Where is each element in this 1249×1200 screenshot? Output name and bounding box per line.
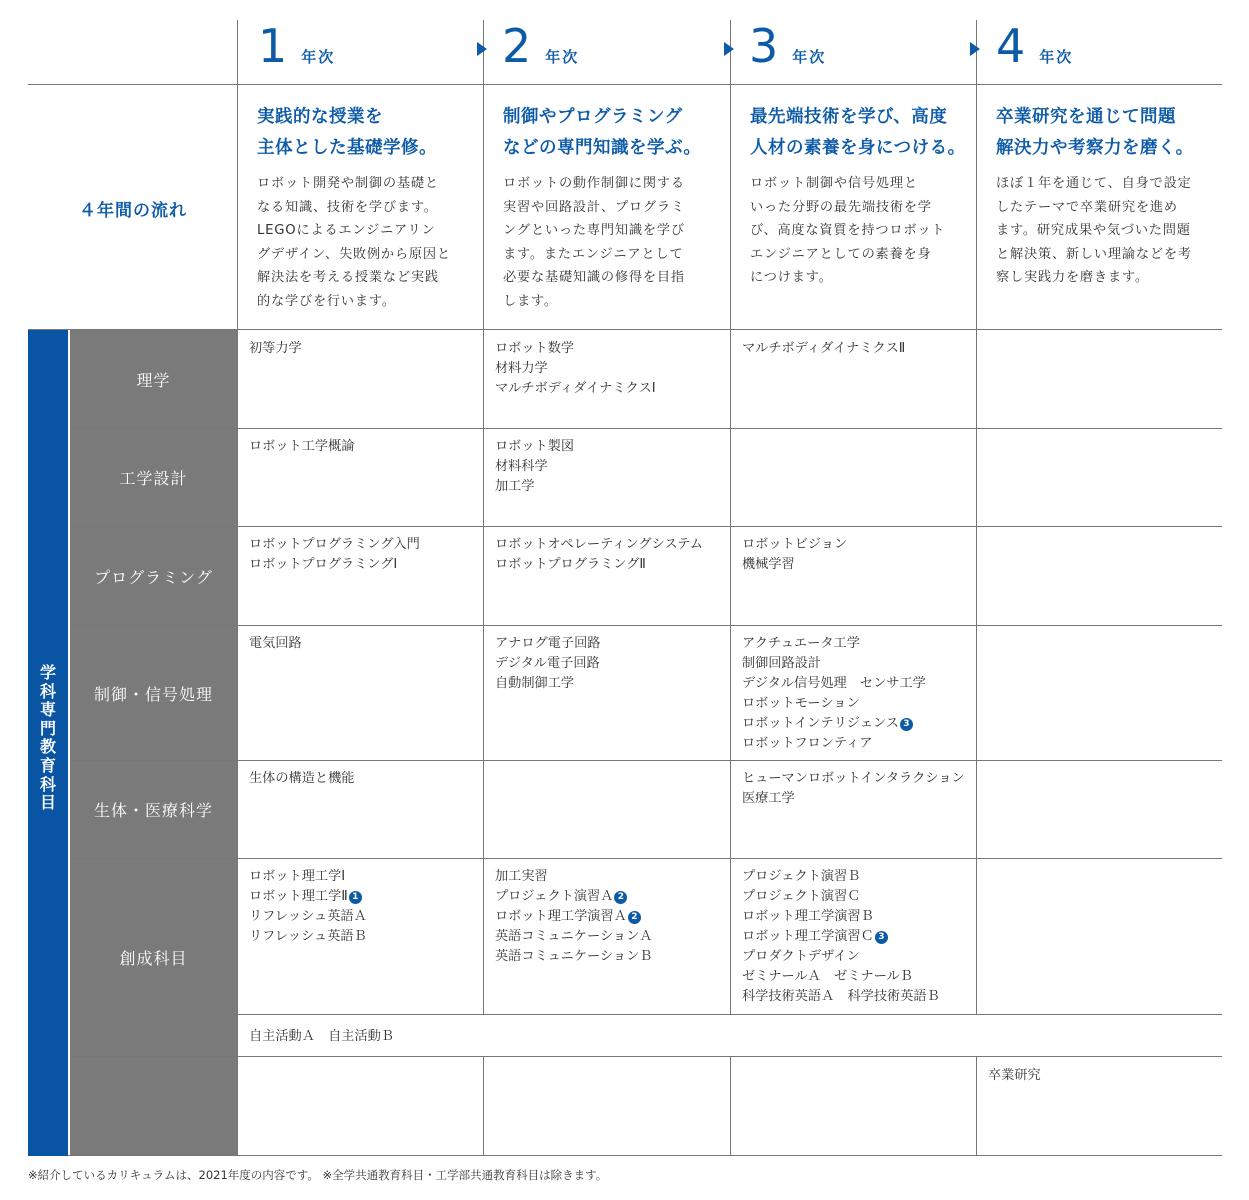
course-item: マルチボディダイナミクスⅡ <box>742 341 906 356</box>
course-item: ロボットプログラミングⅡ <box>495 557 646 572</box>
category-control-signal: 制御・信号処理 <box>70 626 237 760</box>
year-number: 4 <box>996 19 1026 73</box>
col-divider <box>730 330 731 1014</box>
category-physics: 理学 <box>70 330 237 428</box>
year-description-1 <box>257 102 479 313</box>
course-item: 材料力学 <box>495 361 548 376</box>
col-divider <box>976 20 977 329</box>
course-item: ロボット工学概論 <box>249 439 355 454</box>
col-divider <box>483 330 484 1014</box>
course-item: 医療工学 <box>742 791 795 806</box>
course-item: 初等力学 <box>249 341 302 356</box>
col-divider <box>976 1057 977 1156</box>
course-item: 加工実習 <box>495 869 548 884</box>
course-item: ロボットオペレーティングシステム <box>495 537 703 552</box>
year-label: 年次 <box>545 48 580 66</box>
course-cell <box>742 339 972 359</box>
row-divider <box>70 858 1222 859</box>
year-header-4 <box>996 18 1073 74</box>
side-label-char: 門 <box>39 718 56 738</box>
course-text: ロボット理工学演習Ａ <box>495 909 627 924</box>
year-header-1 <box>258 18 335 74</box>
course-item: ロボット理工学演習Ｂ <box>742 909 874 924</box>
course-item: ロボットプログラミングⅠ <box>249 557 398 572</box>
row-divider <box>70 760 1222 761</box>
category-blank <box>70 1057 237 1155</box>
year-header-3 <box>749 18 826 74</box>
number-3-badge-icon: 3 <box>875 931 888 944</box>
year-label: 年次 <box>792 48 827 66</box>
course-item: 材料科学 <box>495 459 548 474</box>
course-text: プロジェクト演習Ａ <box>495 889 614 904</box>
course-cell <box>742 535 972 575</box>
course-item: 生体の構造と機能 <box>249 771 355 786</box>
course-text: ロボット理工学演習Ｃ <box>742 929 874 944</box>
number-2-badge-icon: 2 <box>614 891 627 904</box>
row-divider <box>70 428 1222 429</box>
course-cell <box>249 535 479 575</box>
category-programming: プログラミング <box>70 527 237 625</box>
course-cell <box>495 535 725 575</box>
course-item: アナログ電子回路 <box>495 636 601 651</box>
number-1-badge-icon: 1 <box>349 891 362 904</box>
course-cell <box>495 634 725 694</box>
row-divider <box>28 84 1222 85</box>
course-item: ゼミナールＡ ゼミナールＢ <box>742 969 913 984</box>
course-item: ロボットプログラミング入門 <box>249 537 420 552</box>
year-heading: 制御やプログラミング などの専門知識を学ぶ。 <box>503 107 702 158</box>
course-cell <box>742 634 972 754</box>
col-divider <box>483 1057 484 1156</box>
course-item: 英語コミュニケーションＡ <box>495 929 653 944</box>
row-divider <box>70 625 1222 626</box>
category-creative: 創成科目 <box>70 859 237 1056</box>
course-item <box>742 714 972 734</box>
course-item: アクチュエータ工学 <box>742 636 860 651</box>
year-body: ロボットの動作制御に関する 実習や回路設計、プログラミ ングといった専門知識を学び ます。またエンジニアとして 必要な基礎知識の修得を目指 します。 <box>503 176 685 309</box>
side-label-char: 科 <box>39 774 56 794</box>
course-cell <box>495 437 725 497</box>
course-item: リフレッシュ英語Ｂ <box>249 929 367 944</box>
course-cell <box>249 339 479 359</box>
course-item: 制御回路設計 <box>742 656 822 671</box>
year-description-4 <box>996 102 1218 290</box>
course-item: ロボット理工学Ⅰ <box>249 869 346 884</box>
footnote: ※紹介しているカリキュラムは、2021年度の内容です。 ※全学共通教育科目・工学部共通教育科目は除きます。 <box>28 1168 608 1182</box>
course-item: ロボットビジョン <box>742 537 848 552</box>
col-divider <box>730 1057 731 1156</box>
side-label-char: 学 <box>39 663 56 682</box>
course-cell <box>495 867 725 967</box>
course-cell-span <box>249 1027 749 1047</box>
side-label-char: 教 <box>39 737 56 757</box>
course-text: ロボット理工学Ⅱ <box>249 889 348 904</box>
course-item: 機械学習 <box>742 557 795 572</box>
year-number: 2 <box>502 19 532 73</box>
col-divider <box>976 330 977 1014</box>
course-item: プロジェクト演習Ｃ <box>742 889 861 904</box>
year-heading: 最先端技術を学び、高度 人材の素養を身につける。 <box>750 107 966 158</box>
course-item: 電気回路 <box>249 636 302 651</box>
course-item: ヒューマンロボットインタラクション <box>742 771 965 786</box>
arrow-right-icon <box>970 42 980 56</box>
col-divider <box>483 20 484 329</box>
course-cell <box>988 1066 1218 1086</box>
row-divider <box>70 1056 1222 1057</box>
row-divider <box>237 1014 1222 1015</box>
course-item: リフレッシュ英語Ａ <box>249 909 367 924</box>
col-divider <box>730 20 731 329</box>
course-item: ロボット数学 <box>495 341 575 356</box>
course-item: ロボット製図 <box>495 439 575 454</box>
course-item: 加工学 <box>495 479 535 494</box>
number-3-badge-icon: 3 <box>900 718 913 731</box>
course-cell <box>742 769 972 809</box>
course-cell <box>249 867 479 947</box>
year-body: ロボット制御や信号処理と いった分野の最先端技術を学 び、高度な資質を持つロボット エンジニアとしての素養を身 につけます。 <box>750 176 946 285</box>
category-engineering-design: 工学設計 <box>70 429 237 526</box>
course-item <box>249 887 479 907</box>
category-bio-medical: 生体・医療科学 <box>70 761 237 858</box>
year-body: ほぼ１年を通じて、自身で設定 したテーマで卒業研究を進め ます。研究成果や気づいた問題 と解決策、新しい理論などを考 察し実践力を磨きます。 <box>996 176 1192 285</box>
year-number: 1 <box>258 19 288 73</box>
course-item: デジタル電子回路 <box>495 656 600 671</box>
year-heading: 実践的な授業を 主体とした基礎学修。 <box>257 107 437 158</box>
course-item: 自主活動Ａ 自主活動Ｂ <box>249 1029 395 1044</box>
course-item: ロボットモーション <box>742 696 860 711</box>
year-label: 年次 <box>1039 48 1074 66</box>
year-header-2 <box>502 18 579 74</box>
arrow-right-icon <box>477 42 487 56</box>
course-cell <box>249 437 479 457</box>
course-cell <box>249 634 479 654</box>
course-item: プロダクトデザイン <box>742 949 860 964</box>
side-label-char: 育 <box>39 755 56 775</box>
course-item: プロジェクト演習Ｂ <box>742 869 861 884</box>
side-label-char: 目 <box>39 793 56 813</box>
course-item: ロボットフロンティア <box>742 736 873 751</box>
course-item: 自動制御工学 <box>495 676 575 691</box>
course-cell <box>742 867 972 1007</box>
course-item: デジタル信号処理 センサ工学 <box>742 676 926 691</box>
side-label <box>28 664 68 813</box>
year-label: 年次 <box>301 48 336 66</box>
course-item <box>742 927 972 947</box>
year-heading: 卒業研究を通じて問題 解決力や考察力を磨く。 <box>996 107 1194 158</box>
flow-label: ４年間の流れ <box>79 201 187 221</box>
row-divider <box>28 1155 1222 1156</box>
course-item: 英語コミュニケーションＢ <box>495 949 653 964</box>
number-2-badge-icon: 2 <box>628 911 641 924</box>
col-divider <box>237 20 238 1156</box>
course-cell <box>495 339 725 399</box>
course-item <box>495 887 725 907</box>
course-cell <box>249 769 479 789</box>
course-item: 科学技術英語Ａ 科学技術英語Ｂ <box>742 989 940 1004</box>
course-item: マルチボディダイナミクスⅠ <box>495 381 656 396</box>
row-divider <box>70 526 1222 527</box>
arrow-right-icon <box>724 42 734 56</box>
year-description-2 <box>503 102 725 313</box>
side-band <box>28 330 68 1156</box>
side-label-char: 専 <box>39 700 56 720</box>
year-body: ロボット開発や制御の基礎と なる知識、技術を学びます。 LEGOによるエンジニアリン グデザイン、失敗例から原因と 解決法を考える授業など実践 的な学びを行います。 <box>257 176 451 309</box>
year-number: 3 <box>749 19 779 73</box>
side-label-char: 科 <box>39 681 56 701</box>
course-text: ロボットインテリジェンス <box>742 716 899 731</box>
course-item: 卒業研究 <box>988 1068 1041 1083</box>
course-item <box>495 907 725 927</box>
year-description-3 <box>750 102 972 290</box>
